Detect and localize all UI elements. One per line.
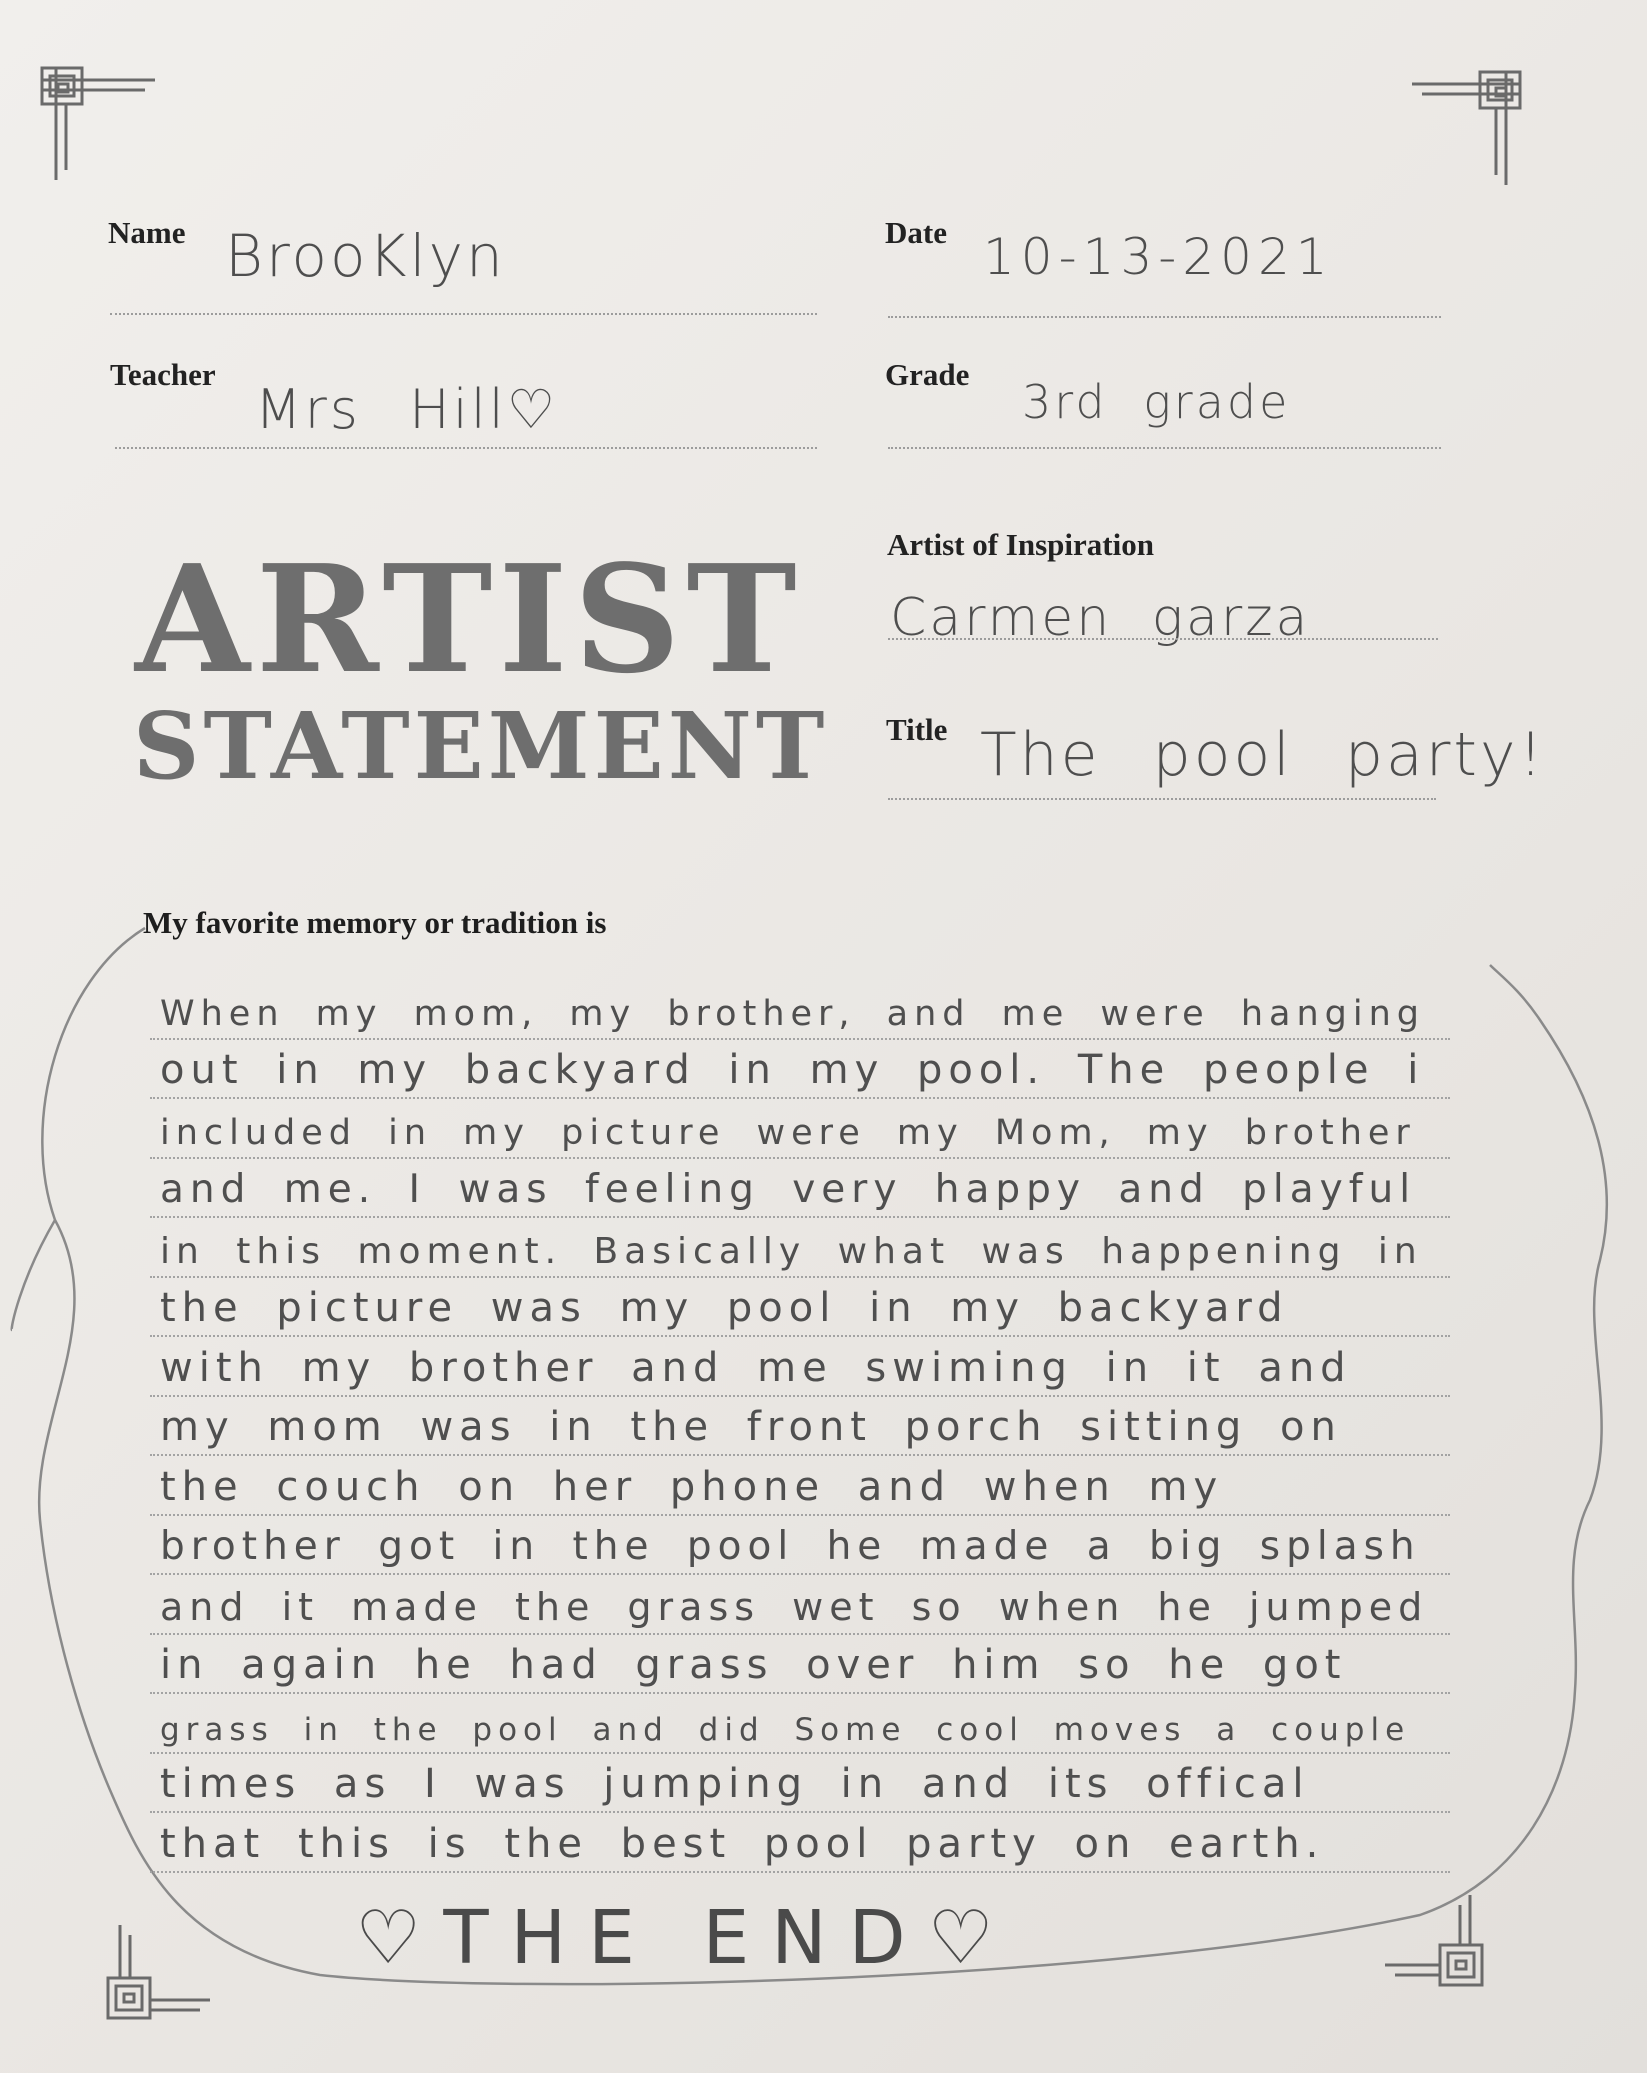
corner-ornament-top-left	[42, 68, 155, 180]
corner-ornament-bottom-left	[108, 1925, 210, 2018]
memory-line: the picture was my pool in my backyard	[150, 1278, 1450, 1338]
memory-line: When my mom, my brother, and me were hanging	[150, 980, 1450, 1040]
date-rule	[888, 316, 1441, 318]
memory-line: and me. I was feeling very happy and playful	[150, 1159, 1450, 1219]
memory-line: brother got in the pool he made a big splash	[150, 1516, 1450, 1576]
memory-line: out in my backyard in my pool. The people i	[150, 1040, 1450, 1100]
grade-label: Grade	[885, 357, 970, 392]
the-end-closing: ♡THE END♡	[355, 1895, 1016, 1981]
name-value: BrooKlyn	[225, 222, 506, 290]
memory-line: the couch on her phone and when my	[150, 1456, 1450, 1516]
artwork-title-value: The pool party!	[980, 720, 1546, 790]
title-statement: STATEMENT	[133, 692, 829, 800]
memory-line: and it made the grass wet so when he jumped	[150, 1575, 1450, 1635]
teacher-value: Mrs Hill♡	[255, 378, 559, 441]
memory-line: included in my picture were my Mom, my brother	[150, 1099, 1450, 1159]
teacher-label: Teacher	[110, 357, 216, 392]
memory-line: with my brother and me swiming in it and	[150, 1337, 1450, 1397]
artwork-title-label: Title	[886, 712, 948, 747]
name-label: Name	[108, 215, 186, 250]
memory-line: my mom was in the front porch sitting on	[150, 1397, 1450, 1457]
artist-label: Artist of Inspiration	[887, 527, 1154, 562]
artwork-title-rule	[888, 798, 1436, 800]
title-artist: ARTIST	[135, 532, 803, 706]
memory-line: times as I was jumping in and its offical	[150, 1754, 1450, 1814]
memory-prompt: My favorite memory or tradition is	[143, 905, 607, 940]
memory-line: in again he had grass over him so he got	[150, 1635, 1450, 1695]
memory-text-block	[150, 980, 1450, 1873]
artist-rule	[888, 638, 1438, 640]
date-label: Date	[885, 215, 947, 250]
memory-line: grass in the pool and did Some cool moves a couple	[150, 1694, 1450, 1754]
grade-value: 3rd grade	[1022, 375, 1291, 429]
grade-rule	[888, 447, 1441, 449]
name-rule	[110, 313, 817, 315]
date-value: 10-13-2021	[983, 228, 1334, 286]
teacher-rule	[115, 447, 817, 449]
corner-ornament-top-right	[1412, 72, 1520, 185]
memory-line: that this is the best pool party on earth.	[150, 1813, 1450, 1873]
memory-line: in this moment. Basically what was happening in	[150, 1218, 1450, 1278]
artist-value: Carmen garza	[890, 588, 1311, 648]
